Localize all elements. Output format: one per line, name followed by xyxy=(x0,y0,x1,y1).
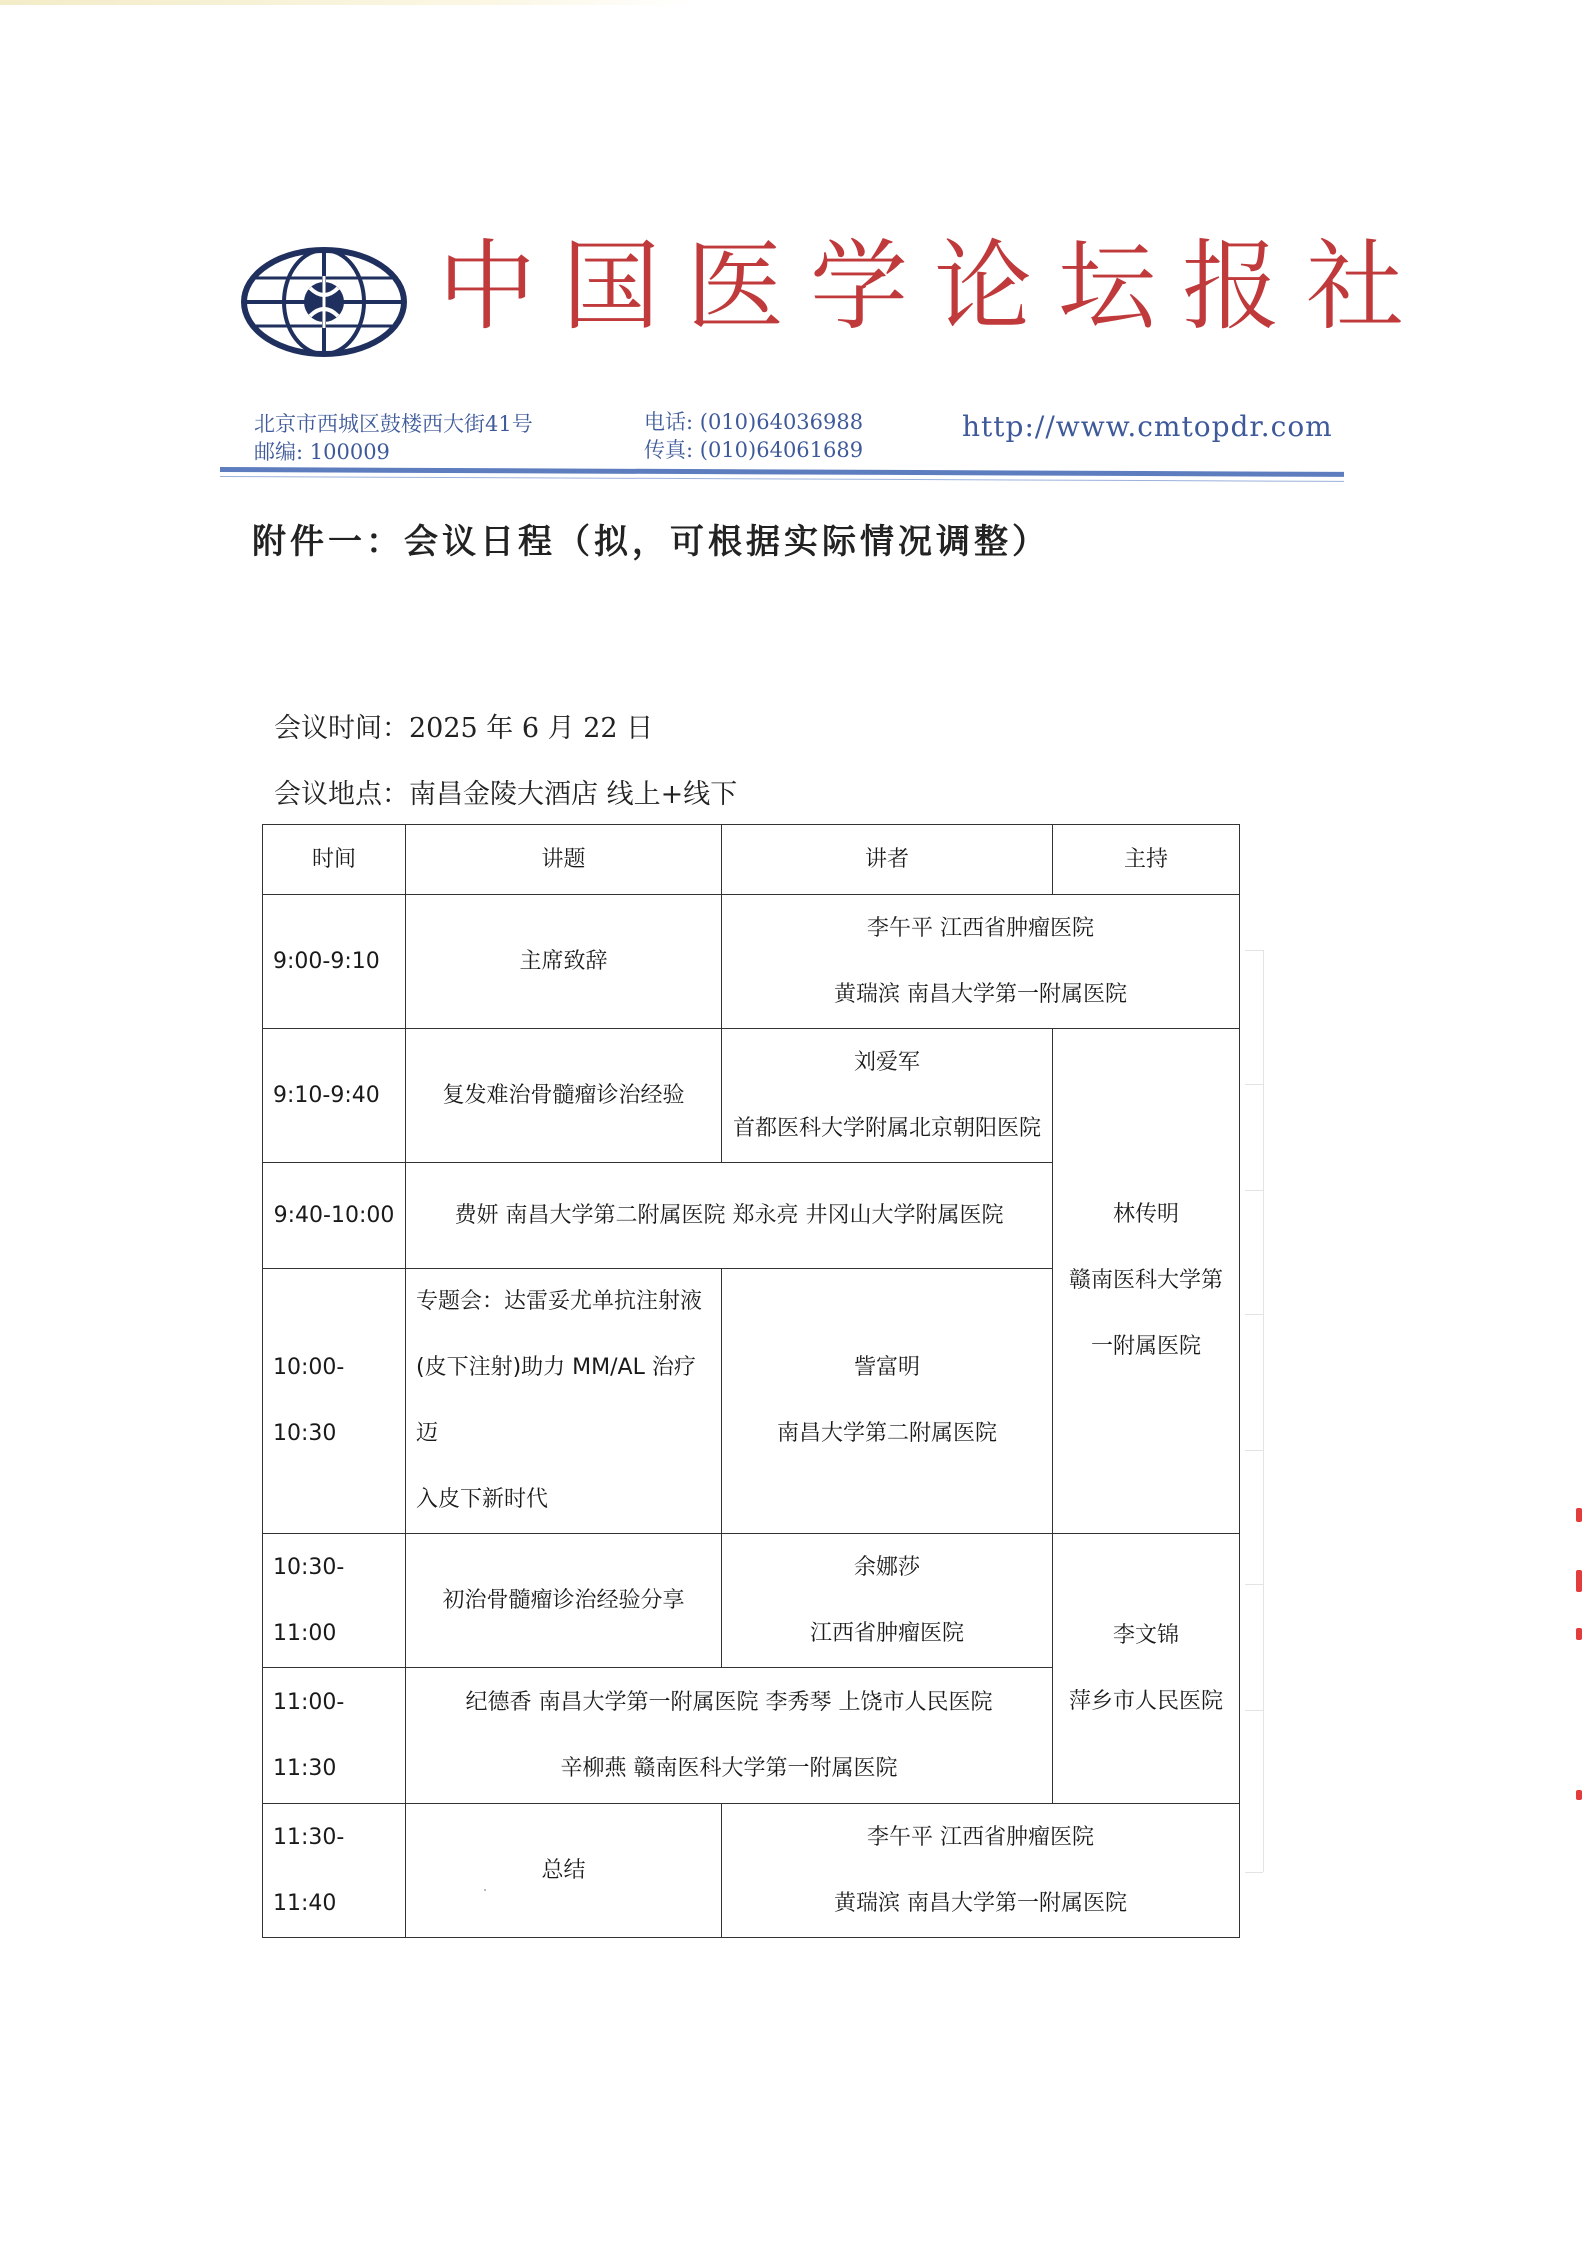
discussion-cell xyxy=(406,1668,1053,1804)
header-host: 主持 xyxy=(1053,825,1240,895)
website-link[interactable]: http://www.cmtopdr.com xyxy=(962,410,1333,443)
table-row xyxy=(263,1804,1240,1938)
fax: 传真: (010)64061689 xyxy=(644,438,864,462)
host-line: 赣南医科大学第 xyxy=(1068,1268,1223,1293)
speaker-line: 訾富明 xyxy=(853,1355,920,1380)
time-cell: 11:00-11:30 xyxy=(263,1668,406,1804)
time-cell: 10:00-10:30 xyxy=(263,1269,406,1534)
speaker-line: 黄瑞滨 南昌大学第一附属医院 xyxy=(834,1890,1127,1916)
speaker-cell xyxy=(722,1029,1053,1163)
speaker-line: 首都医科大学附属北京朝阳医院 xyxy=(732,1115,1041,1141)
header-time: 时间 xyxy=(263,825,406,895)
scan-ghost-lines xyxy=(1245,950,1264,1872)
topic-line: 入皮下新时代 xyxy=(416,1487,549,1512)
host-line: 李文锦 xyxy=(1112,1622,1179,1648)
topic-cell: 复发难治骨髓瘤诊治经验 xyxy=(406,1029,722,1163)
speaker-line: 南昌大学第二附属医院 xyxy=(776,1421,997,1446)
letterhead-rule-thin xyxy=(220,476,1344,482)
host-line: 一附属医院 xyxy=(1090,1334,1201,1359)
speaker-line: 刘爱军 xyxy=(853,1049,920,1075)
discussion-line: 纪德香 南昌大学第一附属医院 李秀琴 上饶市人民医院 xyxy=(465,1689,993,1715)
speaker-cell xyxy=(722,1804,1240,1938)
header-speaker: 讲者 xyxy=(722,825,1053,895)
scan-edge-mark xyxy=(1576,1628,1582,1640)
table-row xyxy=(263,895,1240,1029)
letterhead-rule xyxy=(220,467,1344,477)
speaker-line: 余娜莎 xyxy=(853,1554,920,1580)
time-cell: 9:00-9:10 xyxy=(263,895,406,1029)
time-cell: 9:10-9:40 xyxy=(263,1029,406,1163)
table-row xyxy=(263,1534,1240,1668)
postcode: 邮编: 100009 xyxy=(254,440,390,464)
topic-line: 专题会：达雷妥尤单抗注射液 xyxy=(416,1289,703,1314)
scan-edge-mark xyxy=(1576,1508,1582,1522)
host-cell xyxy=(1053,1029,1240,1534)
host-cell xyxy=(1053,1534,1240,1804)
scan-edge-mark xyxy=(1576,1790,1582,1800)
speaker-cell xyxy=(722,1269,1053,1534)
speaker-line: 李午平 江西省肿瘤医院 xyxy=(867,915,1094,941)
discussion-line: 辛柳燕 赣南医科大学第一附属医院 xyxy=(560,1755,898,1781)
speaker-cell xyxy=(722,1534,1053,1668)
topic-cell: 初治骨髓瘤诊治经验分享 xyxy=(406,1534,722,1668)
phone-block xyxy=(644,408,863,464)
phone: 电话: (010)64036988 xyxy=(644,410,864,434)
host-line: 林传明 xyxy=(1112,1202,1179,1227)
time-cell: 10:30-11:00 xyxy=(263,1534,406,1668)
globe-logo-icon xyxy=(240,246,408,358)
org-name: 中国医学论坛报社 xyxy=(438,230,1431,344)
topic-cell: 总结 xyxy=(406,1804,722,1938)
meeting-time: 会议时间：2025 年 6 月 22 日 xyxy=(274,713,654,744)
header-topic: 讲题 xyxy=(406,825,722,895)
discussion-cell: 费妍 南昌大学第二附属医院 郑永亮 井冈山大学附属医院 xyxy=(406,1163,1053,1269)
speaker-line: 黄瑞滨 南昌大学第一附属医院 xyxy=(834,981,1127,1007)
table-header-row xyxy=(263,825,1240,895)
scan-top-tint xyxy=(0,0,700,5)
host-line: 萍乡市人民医院 xyxy=(1068,1688,1223,1714)
scan-edge-mark xyxy=(1576,1570,1582,1592)
annex-title: 附件一：会议日程（拟，可根据实际情况调整） xyxy=(252,522,1050,562)
topic-cell xyxy=(406,1269,722,1534)
address: 北京市西城区鼓楼西大街41号 xyxy=(254,412,533,436)
time-cell: 11:30-11:40 xyxy=(263,1804,406,1938)
speaker-line: 江西省肿瘤医院 xyxy=(809,1620,964,1646)
speaker-line: 李午平 江西省肿瘤医院 xyxy=(867,1824,1094,1850)
speaker-cell xyxy=(722,895,1240,1029)
topic-cell: 主席致辞 xyxy=(406,895,722,1029)
address-block xyxy=(254,410,533,466)
table-row xyxy=(263,1029,1240,1163)
schedule-table xyxy=(262,824,1240,1938)
topic-line: (皮下注射)助力 MM/AL 治疗迈 xyxy=(416,1355,696,1446)
meeting-place: 会议地点：南昌金陵大酒店 线上+线下 xyxy=(274,779,738,810)
time-cell: 9:40-10:00 xyxy=(263,1163,406,1269)
